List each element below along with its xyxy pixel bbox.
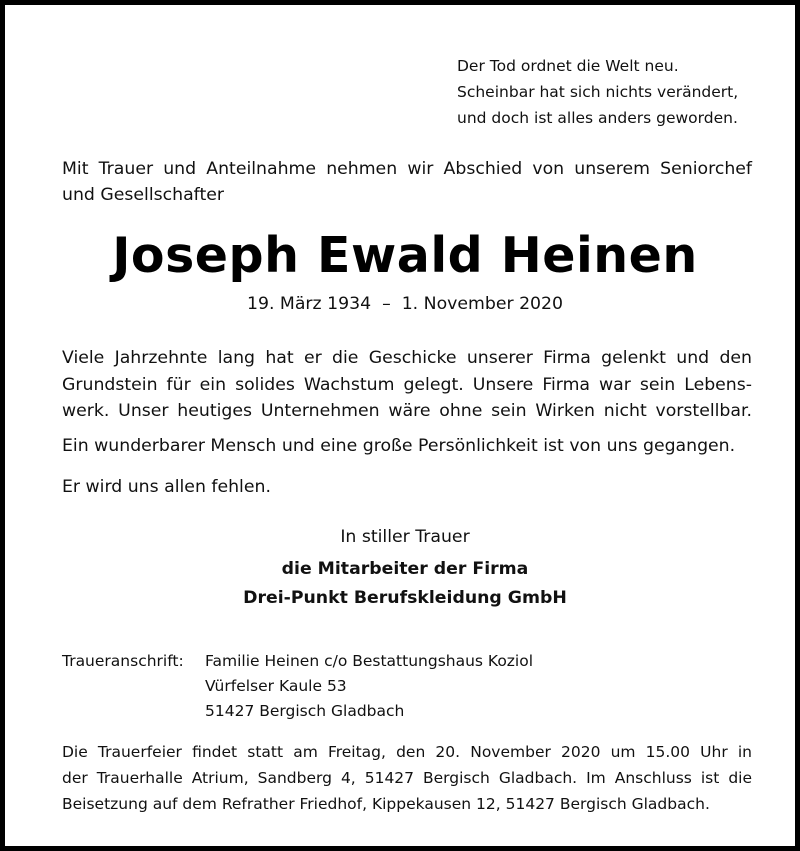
tribute-line: Viele Jahrzehnte lang hat er die Geschicke unserer Firma gelenkt und den — [62, 348, 752, 368]
tribute-paragraph — [62, 345, 752, 425]
signature-staff: die Mitarbeiter der Firma — [281, 559, 529, 579]
address-lines — [205, 649, 533, 724]
address-line: 51427 Bergisch Gladbach — [205, 702, 405, 720]
deceased-name: Joseph Ewald Heinen — [112, 227, 698, 284]
motto-line: und doch ist alles anders geworden. — [457, 109, 738, 127]
intro-line: Mit Trauer und Anteilnahme nehmen wir Abschied von unserem Seniorchef — [62, 159, 752, 179]
tribute-line: werk. Unser heutiges Unternehmen wäre ohne sein Wirken nicht vorstellbar. — [62, 401, 752, 421]
motto-quote — [457, 53, 777, 131]
address-line: Vürfelser Kaule 53 — [205, 677, 347, 695]
intro-text — [62, 156, 752, 208]
ceremony-line: Beisetzung auf dem Refrather Friedhof, Kippekausen 12, 51427 Bergisch Gladbach. — [62, 795, 710, 813]
tribute-line: Grundstein für ein solides Wachstum gelegt. Unsere Firma war sein Lebens- — [62, 374, 752, 395]
intro-line: und Gesellschafter — [62, 185, 224, 205]
address-line: Familie Heinen c/o Bestattungshaus Koziol — [205, 652, 534, 670]
motto-line: Der Tod ordnet die Welt neu. — [457, 57, 679, 75]
signature-company: Drei-Punkt Berufskleidung GmbH — [243, 588, 567, 608]
ceremony-info — [62, 739, 752, 817]
tribute-sentence: Ein wunderbarer Mensch und eine große Persönlichkeit ist von uns gegangen. — [62, 436, 736, 456]
ceremony-line: Die Trauerfeier findet statt am Freitag, den 20. November 2020 um 15.00 Uhr in — [62, 743, 752, 761]
ceremony-line: der Trauerhalle Atrium, Sandberg 4, 51427 Bergisch Gladbach. Im Anschluss ist die — [62, 769, 752, 787]
signature-intro: In stiller Trauer — [340, 527, 470, 547]
life-dates: 19. März 1934 – 1. November 2020 — [246, 294, 564, 314]
motto-line: Scheinbar hat sich nichts verändert, — [457, 83, 739, 101]
farewell-sentence: Er wird uns allen fehlen. — [62, 477, 271, 497]
address-label: Traueranschrift: — [62, 652, 184, 670]
